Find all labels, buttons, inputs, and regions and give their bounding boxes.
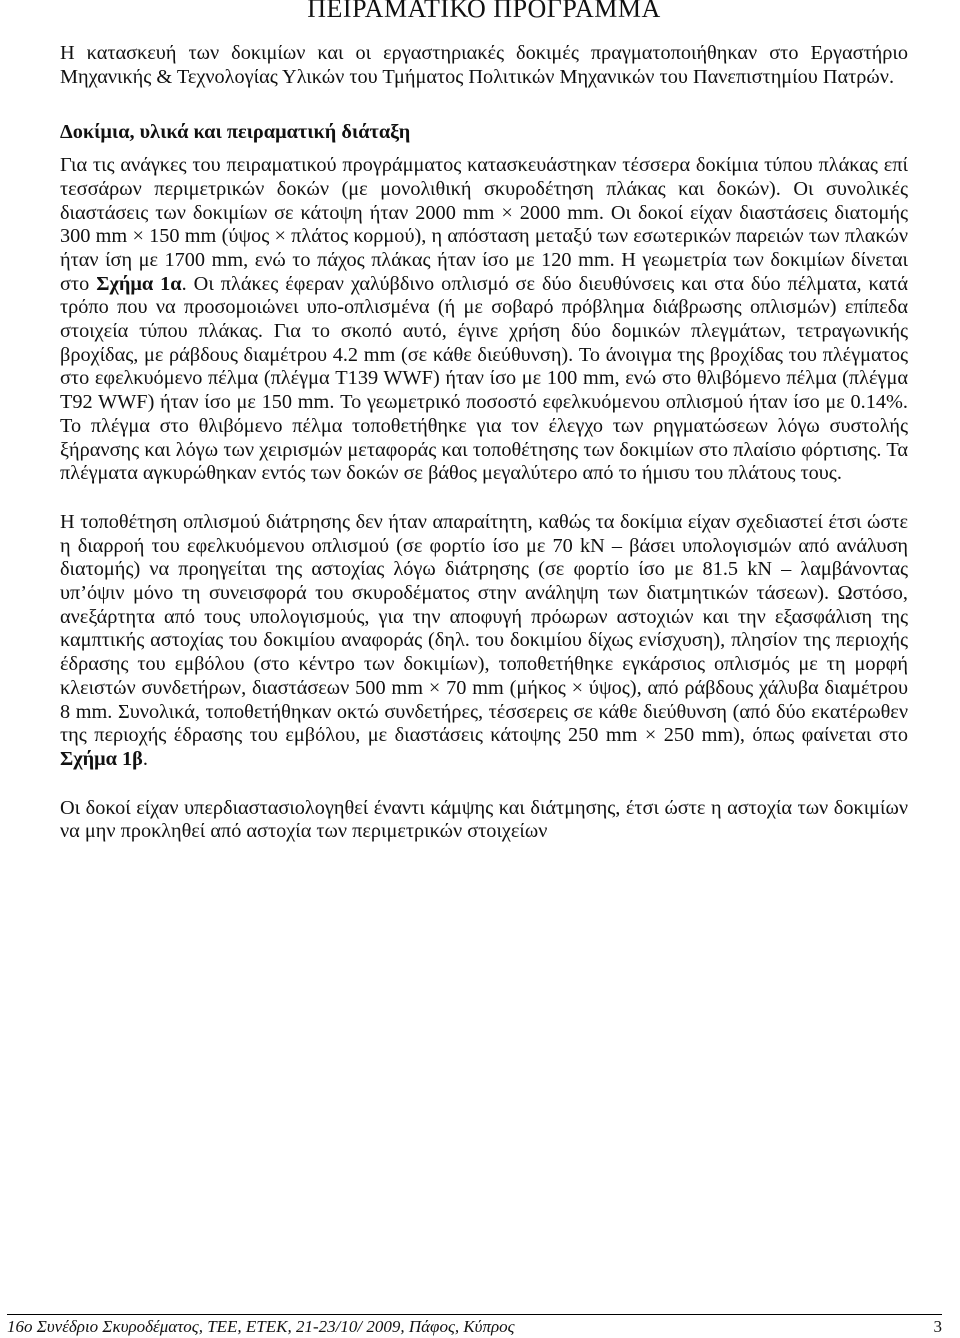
intro-paragraph: Η κατασκευή των δοκιμίων και οι εργαστηριακές δοκιμές πραγματοποιήθηκαν στο Εργαστήριο Μηχανικής & Τεχνολογίας Υλικών του Τμήματος Πολιτικών Μηχανικών του Πανεπιστημίου Πατρών. xyxy=(60,42,908,88)
paragraph-specimens xyxy=(60,154,908,486)
paragraph-text: Για τις ανάγκες του πειραματικού προγράμματος κατασκευάστηκαν τέσσερα δοκίμια τύπου πλάκας επί τεσσάρων περιμετρικών δοκών (με μονολιθική σκυροδέτηση πλάκας και δοκών). Οι συνολικές διαστάσεις των δοκιμίων σε κάτοψη ήταν 2000 mm × 2000 mm. Οι δοκοί είχαν διαστάσεις διατομής 300 mm × 150 mm (ύψος × πλάτος κορμού), η απόσταση μεταξύ των εσωτερικών παρειών των πλακών ήταν ίση με 1700 mm, ενώ το πάχος πλάκας ήταν ίσο με 120 mm. Η γεωμετρία των δοκιμίων δίνεται στο xyxy=(60,154,908,295)
document-title: ΠΕΙΡΑΜΑΤΙΚΟ ΠΡΟΓΡΑΜΜΑ xyxy=(307,0,661,23)
paragraph-text: . Οι πλάκες έφεραν χαλύβδινο οπλισμό σε δύο διευθύνσεις και στα δύο πέλματα, κατά τρόπο που να προσομοιώνει υπο-οπλισμένα (ή με σοβαρό πρόβλημα διάβρωσης οπλισμών) επίπεδα στοιχεία τύπου πλάκας. Για το σκοπό αυτό, έγινε χρήση δύο δομικών πλεγμάτων, τετραγωνικής βροχίδας, με ράβδους διαμέτρου 4.2 mm (σε κάθε διεύθυνση). Το άνοιγμα της βροχίδας του πλέγματος στο εφελκυόμενο πέλμα (πλέγμα T139 WWF) ήταν ίσο με 100 mm, ενώ στο θλιβόμενο πέλμα (πλέγμα T92 WWF) ήταν ίσο με 150 mm. Το γεωμετρικό ποσοστό εφελκυόμενου οπλισμού ήταν ίσο με 0.14%. Το πλέγμα στο θλιβόμενο πέλμα τοποθετήθηκε για τον έλεγχο των ρηγματώσεων λόγω συστολής ξήρανσης και λόγω των χειρισμών μεταφοράς και τοποθέτησης των δοκιμίων στο πλαίσιο φόρτισης. Τα πλέγματα αγκυρώθηκαν εντός των δοκών σε βάθος μεγαλύτερο από το ήμισυ του πλάτους τους. xyxy=(60,272,908,485)
paragraph-text: . xyxy=(142,747,148,770)
paragraph-beams: Οι δοκοί είχαν υπερδιαστασιολογηθεί έναντι κάμψης και διάτμησης, έτσι ώστε η αστοχία των δοκιμίων να μην προκληθεί από αστοχία των περιμετρικών στοιχείων xyxy=(60,796,908,843)
paragraph-text: Η τοποθέτηση οπλισμού διάτρησης δεν ήταν απαραίτητη, καθώς τα δοκίμια είχαν σχεδιαστεί έτσι ώστε η διαρροή του εφελκυόμενου οπλισμού (σε φορτίο ίσο με 70 kN – βάσει υπολογισμών από ανάλυση διατομής) να προηγείται της αστοχίας λόγω διάτρησης (σε φορτίο ίσο με 81.5 kN – λαμβάνοντας υπ’όψιν μόνο τη συνεισφορά του σκυροδέματος στην ανάληψη των διατμητικών τάσεων). Ωστόσο, ανεξάρτητα από τους υπολογισμούς, για την αποφυγή πρόωρων αστοχιών και την εξασφάλιση της καμπτικής αστοχίας του δοκιμίου αναφοράς (δηλ. του δοκιμίου δίχως ενίσχυση), πλησίον της περιοχής έδρασης του εμβόλου (στο κέντρο των δοκιμίων), τοποθετήθηκε εγκάρσιος οπλισμός με τη μορφή κλειστών συνδετήρων, διαστάσεων 500 mm × 70 mm (μήκος × ύψος), από ράβδους χάλυβα διαμέτρου 8 mm. Συνολικά, τοποθετήθηκαν οκτώ συνδετήρες, τέσσερεις σε κάθε διεύθυνση (από δύο εκατέρωθεν της περιοχής έδρασης του εμβόλου, με διαστάσεις κάτοψης 250 mm × 250 mm), όπως φαίνεται στο xyxy=(60,510,908,747)
figure-reference-1b: Σχήμα 1β xyxy=(60,747,143,770)
paragraph-shear-reinforcement xyxy=(60,511,908,772)
section-heading: Δοκίμια, υλικά και πειραματική διάταξη xyxy=(60,121,411,144)
page-number: 3 xyxy=(933,1317,942,1336)
document-page xyxy=(60,0,908,844)
figure-reference-1a: Σχήμα 1α xyxy=(96,272,182,295)
footer-conference: 16ο Συνέδριο Σκυροδέματος, ΤΕΕ, ΕΤΕΚ, 21-23/10/ 2009, Πάφος, Κύπρος xyxy=(7,1317,515,1336)
page-footer xyxy=(7,1314,942,1338)
